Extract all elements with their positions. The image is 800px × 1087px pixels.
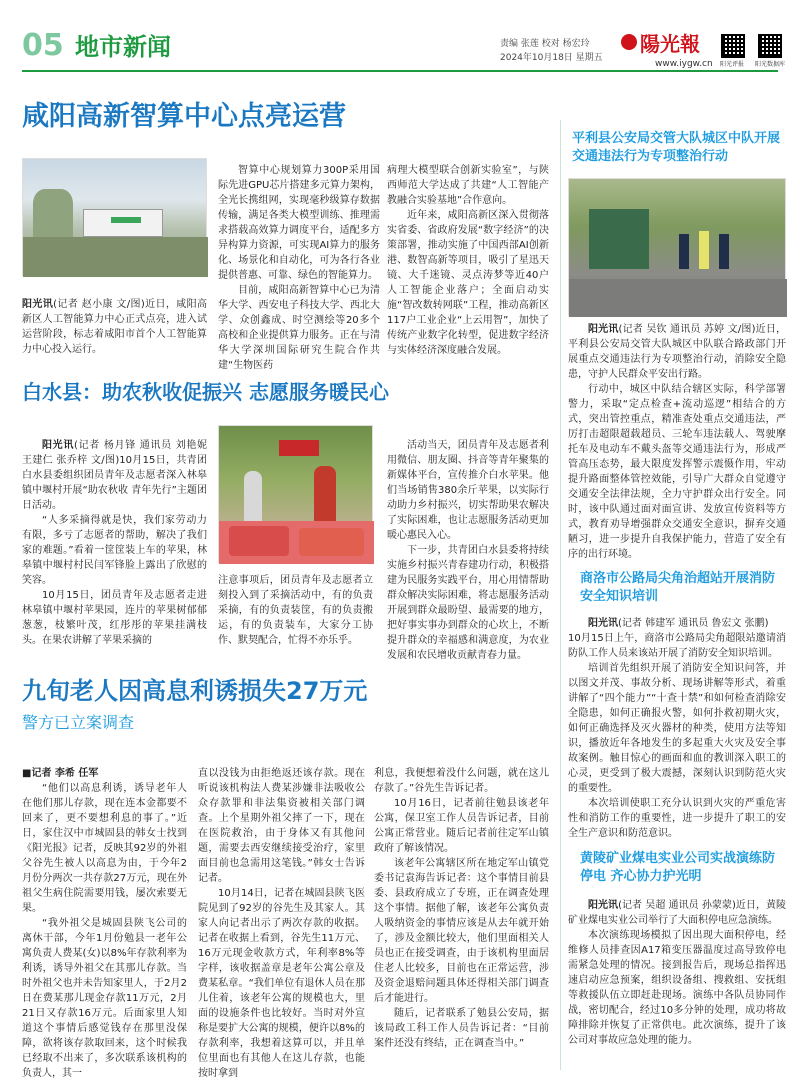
lead-text: 近日，黄陵矿业煤电实业公司举行了大面积停电应急演练。 bbox=[568, 900, 787, 926]
article-3-title: 九旬老人因高息利诱损失27万元 bbox=[22, 677, 368, 705]
byline-label: 阳光讯 bbox=[588, 900, 619, 911]
article-2-col-3 bbox=[387, 438, 549, 661]
paragraph: 随后，记者联系了勉县公安局，据该局政工科工作人员告诉记者：“目前案件还没有终结，正在调查当中。” bbox=[374, 1008, 549, 1049]
article-1-lead bbox=[22, 297, 207, 367]
byline-note: (记者 杨月锋 通讯员 刘艳妮 王建仁 张乔梓 文/图) bbox=[22, 440, 208, 466]
paragraph: “我外祖父是城固县陕飞公司的离休干部，今年1月份勉县一老年公寓负责人费某(女)以8%年存款利率为利诱，诱导外祖父在其那儿存款。当时外祖父也并未告知家里人，于2月2日在费某那儿现金存款11万元，2月21日又存款16万元。后面家里人知道这个事情后感觉钱存在那里没保障，欲将该存款取回来，这个时候我已经取不出来了，多次联系该机构的负责人，其一 bbox=[22, 918, 187, 1079]
sidebar-divider bbox=[560, 120, 561, 1070]
paragraph: 下一步，共青团白水县委将持续实施乡村振兴青春建功行动，积极搭建为民服务实践平台，用心用情帮助群众解决实际困难，将志愿服务活动开展到群众最盼望、最需要的地方，把好事实事办到群众的心坎上，不断提升群众的幸福感和满意度，为农业发展和农民增收贡献青春力量。 bbox=[387, 545, 549, 661]
paragraph: 利息，我便想着没什么问题，就在这儿存款了。”谷先生告诉记者。 bbox=[374, 768, 549, 794]
side-2-text bbox=[568, 616, 786, 839]
side-2-title: 商洛市公路局尖角治超站开展消防安全知识培训 bbox=[580, 571, 776, 604]
article-2-title: 白水县：助农秋收促振兴 志愿服务暖民心 bbox=[22, 380, 389, 404]
header-date: 2024年10月18日 星期五 bbox=[500, 53, 603, 63]
article-1-title: 咸阳高新智算中心点亮运营 bbox=[22, 101, 346, 132]
byline-note: (记者 赵小康 文/图) bbox=[53, 299, 145, 310]
byline-label: 阳光讯 bbox=[588, 618, 618, 629]
logo-icon bbox=[621, 34, 637, 50]
side-1-text bbox=[568, 322, 787, 560]
paragraph: 智算中心规划算力300P采用国际先进GPU芯片搭建多元算力架构，全光长携组网，实现毫秒级算存数据传输，满足各类大模型训练、推理需求搭载高效算力调度平台，适配多方异构算力资源，可实现AI算力的服务化、场景化和自动化，可为各行各业提供普惠、可靠、绿色的智能算力。 bbox=[218, 165, 380, 281]
paragraph: 培训首先组织开展了消防安全知识问答，并以图文并茂、事故分析、现场讲解等形式，着重讲解了“四个能力”“十查十禁”和如何检查消除安全隐患，如何正确报火警，如何扑救初期火灾，如何正确选择及灭火器材的种类，使用方法等知识，播放近年各地发生的多起重大火灾及安全事故案例。触目惊心的画面和血的教训深入职工的心灵，更受到了极大震撼，深刻认识到防范火灾的重要性。 bbox=[568, 663, 786, 794]
article-3-col-1 bbox=[22, 766, 187, 1079]
side-3-title: 黄陵矿业煤电实业公司实战演练防停电 齐心协力护光明 bbox=[580, 851, 776, 884]
paragraph: 本次演练现场模拟了因出现大面积停电，经维修人员排查因A17箱变压器温度过高导致停电需紧急处理的情况。接到报告后，现场总指挥迅速启动应急预案，组织设备组、搜救组、安抚组等救援队伍立即赶赴现场。演练中各队员协同作战，密切配合，经过10多分钟的处理，成功将故障排除并恢复了正常供电。此次演练，提升了该公司对事故应急处理的能力。 bbox=[568, 930, 786, 1046]
page-number: 05 bbox=[22, 28, 64, 63]
paragraph: 该老年公寓辖区所在地定军山镇党委书记袁海告诉记者：这个事情目前县委、县政府成立了专班，正在调查处理这个事情。据他了解，该老年公寓负责人吸纳资金的事情应该是从去年就开始了，涉及金额比较大，他们里面相关人员也正在接受调查，由于该机构里面居住老人比较多，目前也在正常运营，涉及资金退赔问题具体还得相关部门调查后才能进行。 bbox=[374, 858, 549, 1004]
paragraph: “人多采摘得就是快，我们家劳动力有限，多亏了志愿者的帮助，解决了我们家的难题。”看着一筐筐装上车的苹果，林皋镇中堰村村民闫军锋脸上露出了欣慰的笑容。 bbox=[22, 515, 207, 586]
lead-text: 近日，咸阳高新区人工智能算力中心正式点亮，进入试运营阶段，标志着咸阳市首个人工智能算力中心投入运行。 bbox=[22, 299, 208, 355]
article-3-byline: ■记者 李希 任军 bbox=[22, 768, 99, 779]
lead-text: 近日，平利县公安局交管大队城区中队联合路政部门开展重点交通违法行为专项整治行动，消除安全隐患，守护人民群众平安出行路。 bbox=[568, 324, 787, 380]
byline-label: 阳光讯 bbox=[588, 324, 619, 335]
article-2-col-1 bbox=[22, 438, 208, 646]
qr-code-icon bbox=[758, 34, 782, 58]
paragraph: 行动中，城区中队结合辖区实际，科学部署警力，采取“定点检查+流动巡逻”相结合的方式，突出管控重点，精准查处重点交通违法，严厉打击超限超载超员、三轮车违法载人、驾驶摩托车及电动车不戴头盔等交通违法行为，形成严管高压态势，最大限度发挥警示震慑作用，牢动提升路面整体管控效能，引导广大群众自觉遵守交通安全法律法规，全力守护群众出行安全。同时，该中队通过面对面宣讲、发放宣传资料等方式，教育劝导增强群众交通安全意识，摒弃交通陋习，进一步提升自我保护能力，营造了安全有序的出行环境。 bbox=[568, 384, 786, 560]
byline-note: (记者 韩建军 通讯员 鲁宏文 张鹏) bbox=[618, 618, 769, 629]
article-2-col-2 bbox=[218, 573, 373, 646]
article-3-col-3 bbox=[374, 766, 549, 1066]
byline-label: 阳光讯 bbox=[42, 440, 75, 451]
paragraph: 目前，咸阳高新智算中心已为清华大学、西安电子科技大学、西北大学、众创鑫成、时空测绘等20多个高校和企业提供算力服务。正在与清华大学深圳国际研究生院合作共建“生物医药 bbox=[218, 285, 380, 371]
lead-text: 10月15日上午，商洛市公路局尖角超限站邀请消防队工作人员来该站开展了消防安全知识培训。 bbox=[568, 633, 786, 659]
qr-code-icon bbox=[721, 34, 745, 58]
byline-label: 阳光讯 bbox=[22, 299, 54, 310]
newspaper-logo: 陽光報 bbox=[640, 32, 700, 56]
lead-text: 10月15日，共青团白水县委组织团员青年及志愿者深入林皋镇中堰村开展“助农秋收 青年先行”主题团日活动。 bbox=[22, 455, 207, 511]
header-editors: 责编 张莲 校对 杨宏玲 bbox=[500, 39, 590, 49]
website-url[interactable]: www.iygw.cn bbox=[655, 59, 713, 69]
qr-label: 阳光数据库 bbox=[755, 61, 786, 68]
side-3-text bbox=[568, 898, 786, 1068]
qr-label: 阳光评报 bbox=[720, 61, 745, 68]
paragraph: 直以没钱为由拒绝返还该存款。现在听说该机构法人费某涉嫌非法吸收公众存款罪和非法集资被相关部门调查。上个星期外祖父摔了一下，现在在医院救治，由于身体又有其他问题，需要去西安继续接受治疗，家里面目前也急需用这笔钱。”韩女士告诉记者。 bbox=[198, 768, 365, 884]
paragraph: 近年来，咸阳高新区深入贯彻落实省委、省政府发展“数字经济”的决策部署，推动实施了中国西部AI创新港、数智高新等项目，吸引了星迅天镜、大千迷镜、灵点涛梦等近40户人工智能企业落户；全面启动实施“智改数转网联”工程，推动高新区117户工业企业“上云用智”，加快了传统产业数字化转型，促进数字经济与实体经济深度融合发展。 bbox=[387, 210, 549, 356]
paragraph: “他们以高息利诱，诱导老年人在他们那儿存款，现在连本金都要不回来了，更不要想利息的事了。”近日，家住汉中市城固县的韩女士找到《阳光报》记者，反映其92岁的外祖父谷先生被人以高息为由，于今年2月份分两次一共存款27万元，现在外祖父生病住院需要用钱，屡次索要无果。 bbox=[22, 783, 187, 914]
article-1-col-3 bbox=[387, 163, 549, 363]
byline-note: (记者 吴钦 通讯员 苏婷 文/图) bbox=[618, 324, 756, 335]
article-3-subtitle: 警方已立案调查 bbox=[22, 713, 135, 732]
apple-picking-photo bbox=[218, 425, 373, 563]
side-1-title: 平利县公安局交管大队城区中队开展交通违法行为专项整治行动 bbox=[572, 131, 781, 164]
article-1-col-2 bbox=[218, 163, 380, 371]
byline-note: (记者 吴超 通讯员 孙蒙蒙) bbox=[618, 900, 736, 911]
traffic-police-photo bbox=[568, 178, 786, 316]
paragraph: 病理大模型联合创新实验室”，与陕西师范大学达成了共建“人工智能产教融合实验基地”合作意向。 bbox=[387, 165, 549, 206]
datacenter-photo bbox=[22, 158, 207, 276]
paragraph: 注意事项后，团员青年及志愿者立刻投入到了采摘活动中，有的负责采摘，有的负责装筐，有的负责搬运，有的负责装车，大家分工协作、默契配合，忙得不亦乐乎。 bbox=[218, 575, 373, 646]
paragraph: 活动当天，团员青年及志愿者利用微信、朋友圈、抖音等青年聚集的新媒体平台，宣传推介白水苹果。他们当场销售380余斤苹果，以实际行动助力乡村振兴，切实帮助果农解决了实际困难，也让志愿服务活动更加暖心惠民入心。 bbox=[387, 440, 549, 541]
header-rule bbox=[22, 70, 778, 72]
paragraph: 本次培训使职工充分认识到火灾的严重危害性和消防工作的重要性，进一步提升了职工的安全生产意识和防范意识。 bbox=[568, 798, 786, 839]
paragraph: 10月15日，团员青年及志愿者走进林皋镇中堰村苹果园，连片的苹果树郁郁葱葱，枝繁叶茂，红彤彤的苹果挂满枝头。在果农讲解了苹果采摘的 bbox=[22, 590, 207, 646]
article-3-col-2 bbox=[198, 766, 365, 1079]
section-title: 地市新闻 bbox=[75, 33, 171, 61]
paragraph: 10月16日，记者前往勉县该老年公寓，保卫室工作人员告诉记者，目前公寓正常营业。随后记者前往定军山镇政府了解该情况。 bbox=[374, 798, 549, 854]
paragraph: 10月14日，记者在城固县陕飞医院见到了92岁的谷先生及其家人。其家人向记者出示了两次存款的收据。记者在收据上看到，谷先生11万元、16万元现金收款方式，年利率8%等字样，该收据盖章是老年公寓公章及费某私章。“我们单位有退休人员在那儿住着，该老年公寓的规模也大，里面的设施条件也比较好。当时对外宣称是要扩大公寓的规模，便许以8%的存款利率，我想着这算可以，并且单位里面也有其他人在这儿存款，也能按时拿到 bbox=[198, 888, 365, 1079]
